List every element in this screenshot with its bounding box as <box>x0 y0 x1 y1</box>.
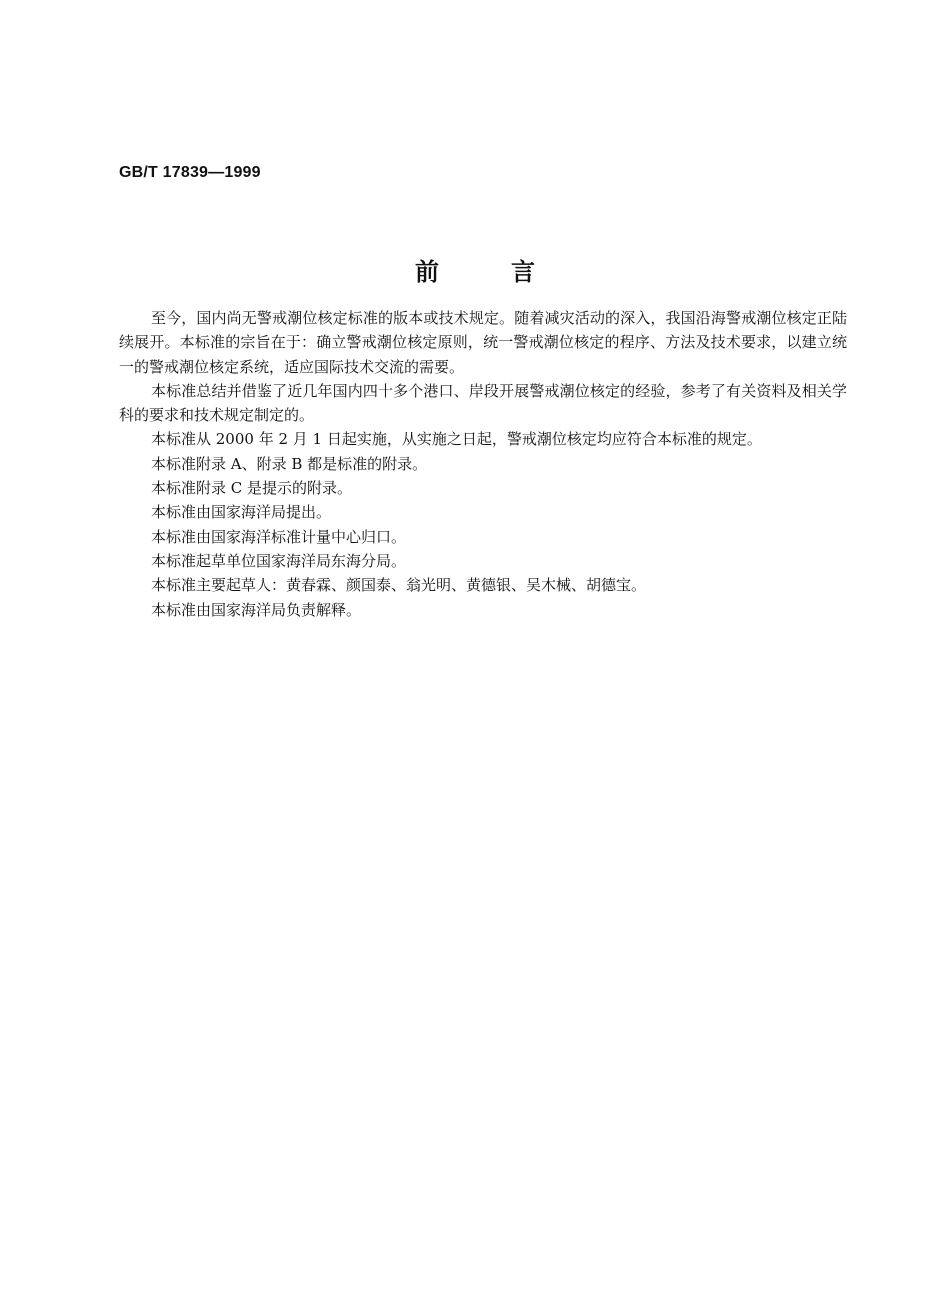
paragraph-normative-annexes: 本标准附录 A、附录 B 都是标准的附录。 <box>151 454 428 473</box>
paragraph-purpose: 至今，国内尚无警戒潮位核定标准的版本或技术规定。随着减灾活动的深入，我国沿海警戒潮位核定正陆续展开。本标准的宗旨在于：确立警戒潮位核定原则，统一警戒潮位核定的程序、方法及技术要求，以建立统一的警戒潮位核定系统，适应国际技术交流的需要。 <box>119 309 847 376</box>
paragraph-proposed-by: 本标准由国家海洋局提出。 <box>151 503 332 522</box>
paragraph-basis: 本标准总结并借鉴了近几年国内四十多个港口、岸段开展警戒潮位核定的经验，参考了有关资料及相关学科的要求和技术规定制定的。 <box>119 381 847 425</box>
paragraph-drafting-unit: 本标准起草单位国家海洋局东海分局。 <box>151 551 407 570</box>
paragraph-centralized-by: 本标准由国家海洋标准计量中心归口。 <box>151 527 407 546</box>
standard-code: GB/T 17839—1999 <box>119 164 261 181</box>
paragraph-interpretation: 本标准由国家海洋局负责解释。 <box>151 600 362 619</box>
title-char-2: 言 <box>511 257 535 286</box>
paragraph-effective-date: 本标准从 2000 年 2 月 1 日起实施，从实施之日起，警戒潮位核定均应符合本标准的规定。 <box>151 430 762 449</box>
paragraph-drafters: 本标准主要起草人：黄春霖、颜国泰、翁光明、黄德银、吴木械、胡德宝。 <box>151 576 647 595</box>
title-char-1: 前 <box>415 257 439 286</box>
foreword-body <box>119 306 847 622</box>
paragraph-informative-annex: 本标准附录 C 是提示的附录。 <box>151 479 353 498</box>
page-title <box>0 256 950 288</box>
